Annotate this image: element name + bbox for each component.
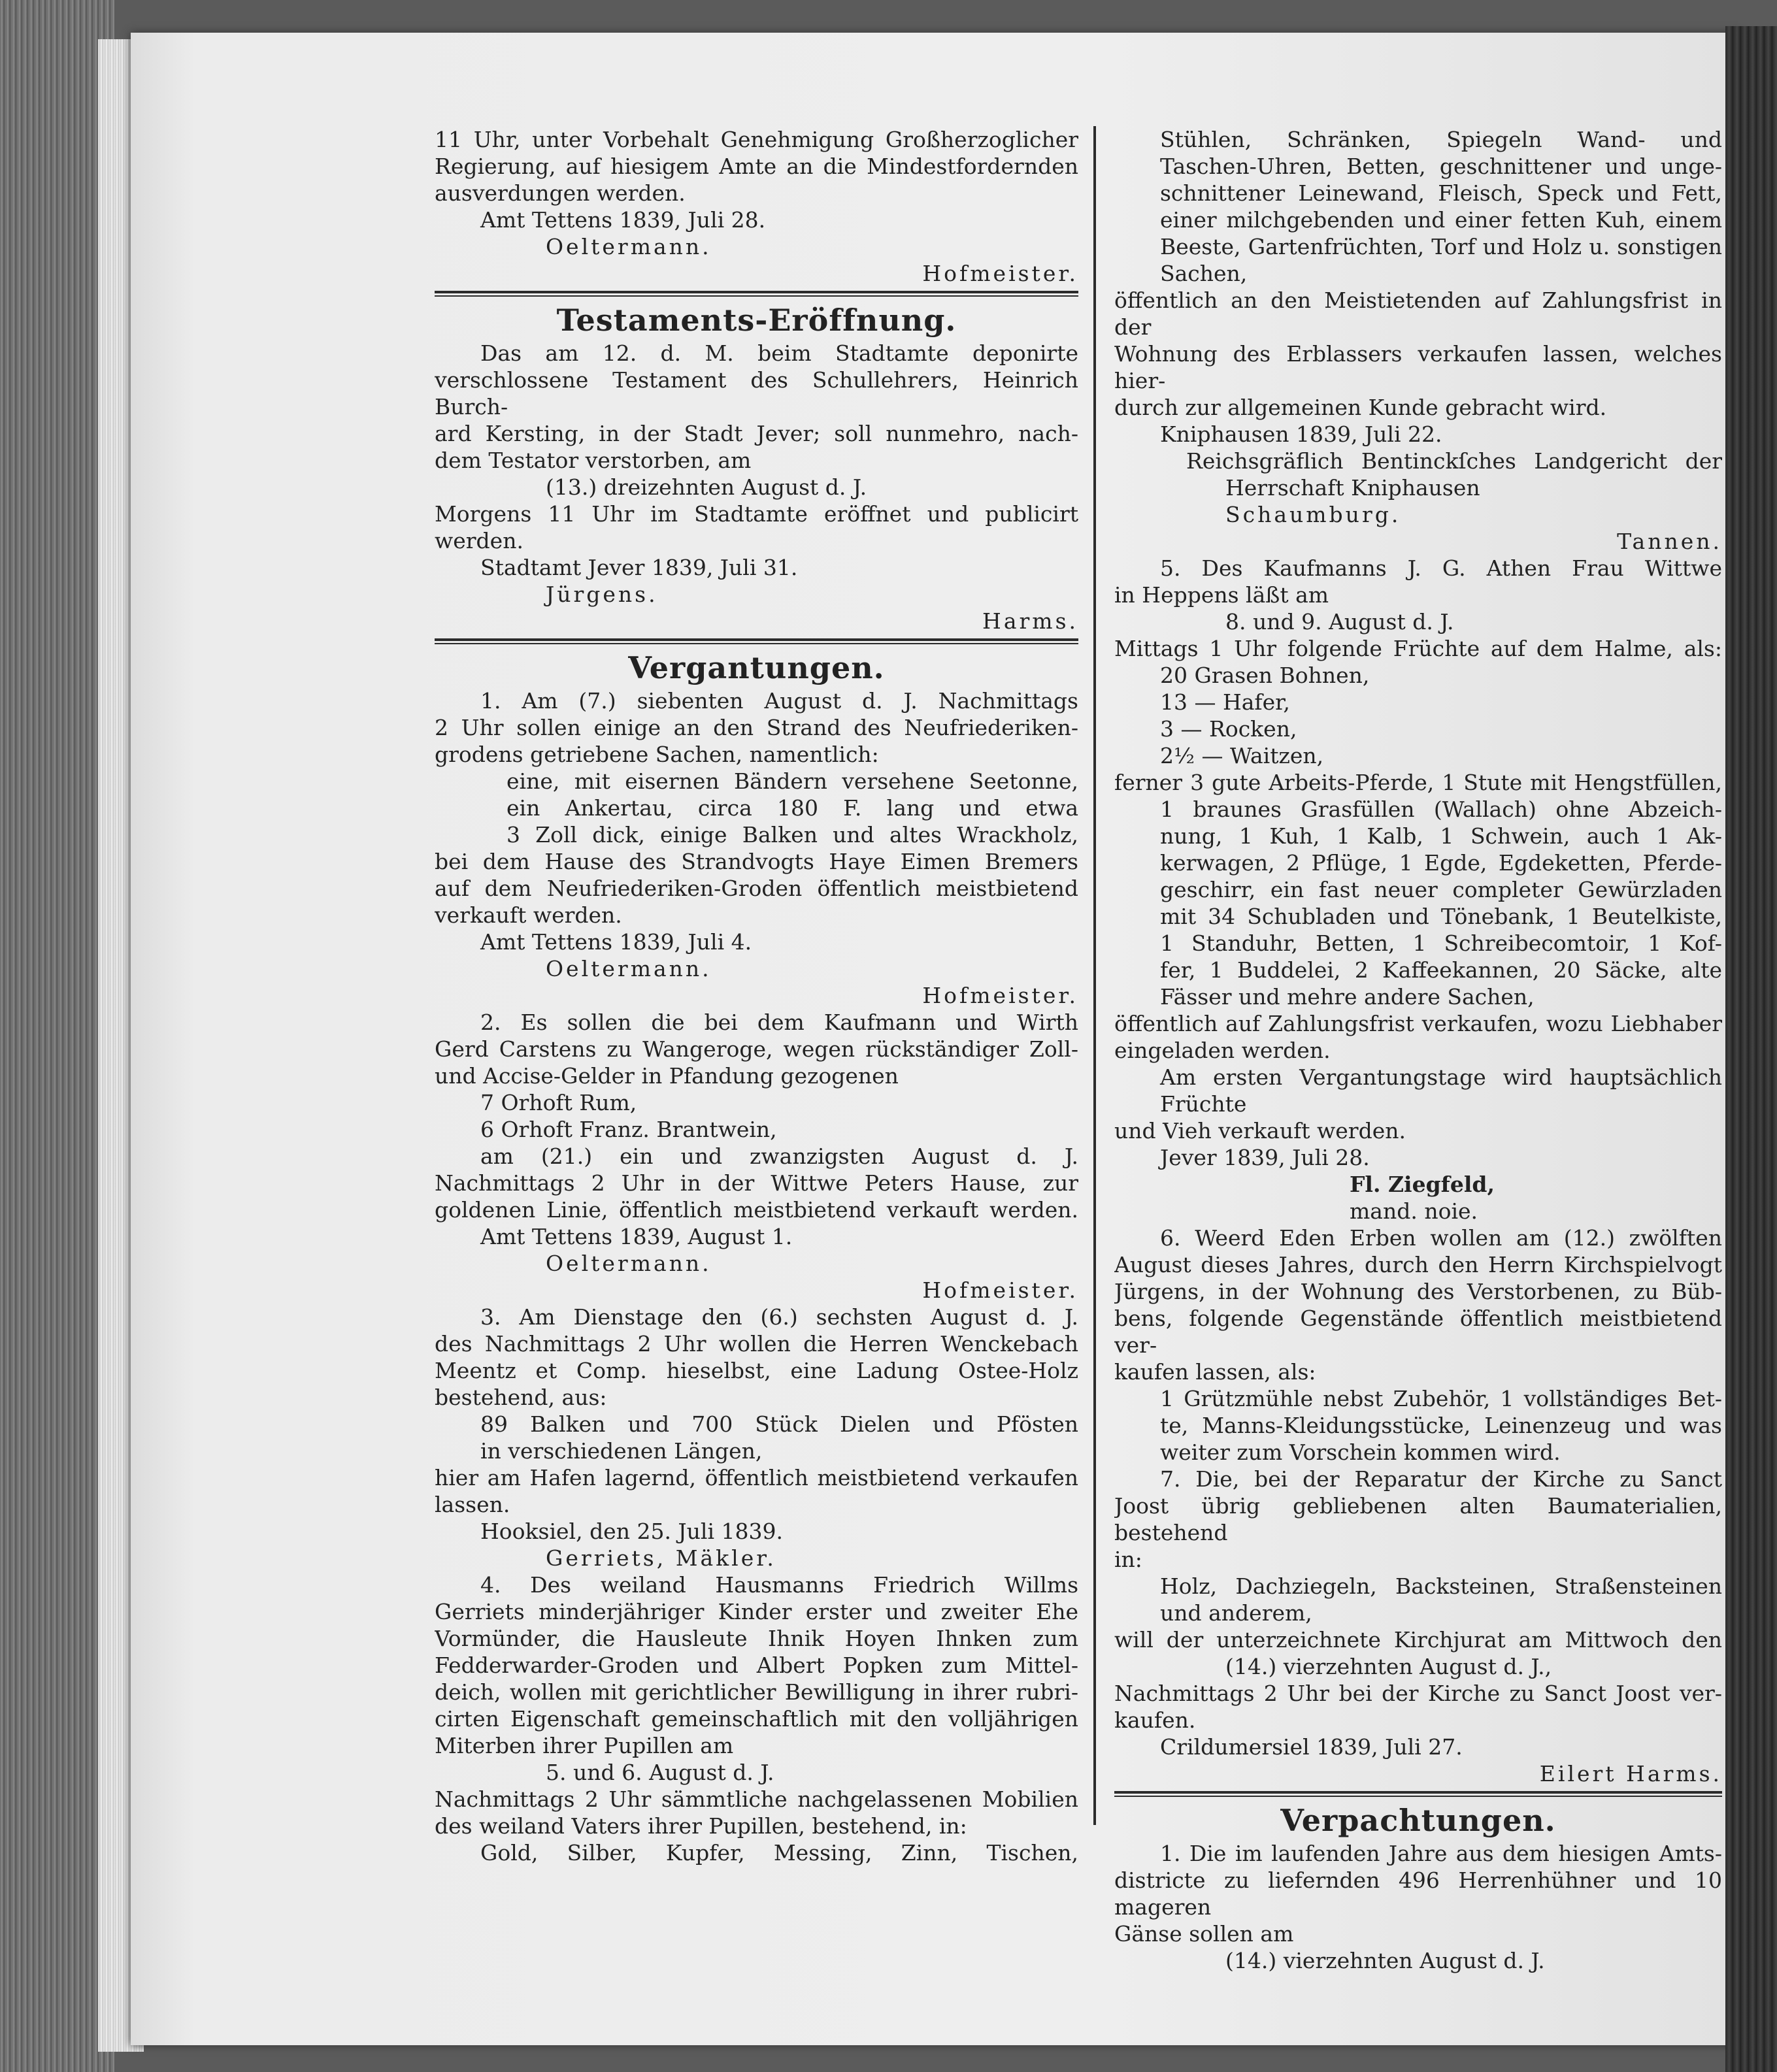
text-line: Am ersten Vergantungstage wird hauptsächlich Früchte	[1160, 1064, 1722, 1117]
text-line: verkauft werden.	[435, 902, 622, 928]
text-line: (13.) dreizehnten August d. J.	[546, 474, 867, 500]
text-line: Amt Tettens 1839, August 1.	[480, 1224, 793, 1249]
text-line: Sachen,	[1160, 261, 1248, 286]
text-line: ard Kersting, in der Stadt Jever; soll nunmehro, nach-	[435, 421, 1078, 446]
text-line: (14.) vierzehnten August d. J.,	[1225, 1654, 1552, 1679]
text-line: deich, wollen mit gerichtlicher Bewilligung in ihrer rubri-	[435, 1679, 1078, 1705]
text-line: Amt Tettens 1839, Juli 4.	[480, 929, 752, 955]
text-line: 7 Orhoft Rum,	[480, 1090, 637, 1115]
text-line: Taschen-Uhren, Betten, geschnittener und unge-	[1160, 154, 1722, 179]
text-line: dem Testator verstorben, am	[435, 448, 752, 473]
text-line: Fässer und mehre andere Sachen,	[1160, 984, 1535, 1010]
text-line: 5. Des Kaufmanns J. G. Athen Frau Wittwe	[1160, 555, 1722, 581]
text-line: Crildumersiel 1839, Juli 27.	[1160, 1734, 1463, 1760]
text-line: Gold, Silber, Kupfer, Messing, Zinn, Tischen,	[480, 1840, 1078, 1866]
text-line: 4. Des weiland Hausmanns Friedrich Willms	[480, 1572, 1078, 1598]
text-line: weiter zum Vorschein kommen wird.	[1160, 1439, 1561, 1465]
text-line: Hooksiel, den 25. Juli 1839.	[480, 1519, 783, 1544]
text-line: lassen.	[435, 1492, 510, 1517]
text-line: und Vieh verkauft werden.	[1114, 1118, 1406, 1143]
text-line: Regierung, auf hiesigem Amte an die Mindestfordernden	[435, 154, 1078, 179]
text-line: nung, 1 Kuh, 1 Kalb, 1 Schwein, auch 1 Ak-	[1160, 823, 1722, 849]
text-line: am (21.) ein und zwanzigsten August d. J.	[480, 1143, 1078, 1169]
text-line: Mittags 1 Uhr folgende Früchte auf dem Halme, als:	[1114, 636, 1722, 661]
text-line: goldenen Linie, öffentlich meistbietend verkauft werden.	[435, 1197, 1078, 1223]
section-heading: Testaments-Eröffnung.	[556, 303, 957, 338]
text-line: in verschiedenen Längen,	[480, 1438, 763, 1464]
text-line: Gerriets minderjähriger Kinder erster und zweiter Ehe	[435, 1599, 1078, 1624]
text-line: Herrschaft Kniphausen	[1225, 475, 1480, 501]
text-line: Das am 12. d. M. beim Stadtamte deponirte	[480, 340, 1078, 366]
text-line: Meentz et Comp. hieselbst, eine Ladung Ostee-Holz	[435, 1358, 1078, 1383]
text-line: Nachmittags 2 Uhr sämmtliche nachgelassenen Mobilien	[435, 1786, 1078, 1812]
text-line: verschlossene Testament des Schullehrers, Heinrich Burch-	[435, 367, 1078, 419]
text-line: 2 Uhr sollen einige an den Strand des Neufriederiken-	[435, 715, 1078, 740]
section-heading: Vergantungen.	[628, 650, 885, 685]
text-line: 1 Standuhr, Betten, 1 Schreibecomtoir, 1 Kof-	[1160, 930, 1722, 956]
text-line: Beeste, Gartenfrüchten, Torf und Holz u. sonstigen	[1160, 234, 1722, 259]
text-line: 89 Balken und 700 Stück Dielen und Pfösten	[480, 1411, 1078, 1437]
text-line: kaufen lassen, als:	[1114, 1359, 1316, 1385]
text-line: te, Manns-Kleidungsstücke, Leinenzeug und was	[1160, 1413, 1722, 1438]
section-heading: Verpachtungen.	[1280, 1803, 1556, 1838]
text-line: öffentlich auf Zahlungsfrist verkaufen, wozu Liebhaber	[1114, 1011, 1722, 1036]
text-line: Oeltermann.	[546, 956, 712, 981]
text-line: bestehend, aus:	[435, 1385, 607, 1410]
text-line: Stadtamt Jever 1839, Juli 31.	[480, 555, 798, 580]
text-line: 3. Am Dienstage den (6.) sechsten August d. J.	[480, 1304, 1078, 1330]
text-line: Harms.	[982, 608, 1078, 634]
text-line: 6. Weerd Eden Erben wollen am (12.) zwölften	[1160, 1225, 1722, 1251]
text-line: ein Ankertau, circa 180 F. lang und etwa	[507, 795, 1078, 821]
text-line: Vormünder, die Hausleute Ihnik Hoyen Ihnken zum	[435, 1626, 1078, 1651]
text-line: schnittener Leinewand, Fleisch, Speck und Fett,	[1160, 180, 1722, 206]
text-line: bei dem Hause des Strandvogts Haye Eimen Bremers	[435, 849, 1078, 874]
text-line: Fl. Ziegfeld,	[1350, 1172, 1495, 1197]
text-line: 6 Orhoft Franz. Brantwein,	[480, 1117, 777, 1142]
text-line: geschirr, ein fast neuer completer Gewürzladen	[1160, 877, 1722, 902]
text-line: werden.	[435, 528, 523, 553]
text-line: Stühlen, Schränken, Spiegeln Wand- und	[1160, 127, 1722, 152]
text-line: 3 — Rocken,	[1160, 716, 1297, 742]
text-line: grodens getriebene Sachen, namentlich:	[435, 742, 879, 767]
text-line: Kniphausen 1839, Juli 22.	[1160, 421, 1442, 447]
text-line: Tannen.	[1617, 529, 1722, 554]
text-line: 8. und 9. August d. J.	[1225, 609, 1454, 634]
text-line: 1 braunes Grasfüllen (Wallach) ohne Abzeich-	[1160, 797, 1722, 822]
text-line: 20 Grasen Bohnen,	[1160, 663, 1370, 688]
text-line: und anderem,	[1160, 1600, 1312, 1626]
text-line: ferner 3 gute Arbeits-Pferde, 1 Stute mit Hengstfüllen,	[1114, 770, 1722, 795]
text-line: Wohnung des Erblassers verkaufen lassen, welches hier-	[1114, 341, 1722, 393]
text-line: Reichsgräflich Bentinckſches Landgericht der	[1186, 448, 1722, 474]
text-line: cirten Eigenschaft gemeinschaftlich mit den volljährigen	[435, 1706, 1078, 1732]
section-rule	[1114, 1791, 1722, 1797]
text-line: mit 34 Schubladen und Tönebank, 1 Beutelkiste,	[1160, 904, 1722, 929]
text-line: Gerriets, Mäkler.	[546, 1545, 776, 1571]
text-line: Hofmeister.	[922, 261, 1078, 286]
text-line: Gänse sollen am	[1114, 1921, 1294, 1947]
text-line: mand. noie.	[1350, 1198, 1478, 1224]
section-rule	[435, 638, 1078, 644]
text-line: fer, 1 Buddelei, 2 Kaffeekannen, 20 Säcke, alte	[1160, 957, 1722, 983]
text-line: Oeltermann.	[546, 234, 712, 259]
text-line: und Accise-Gelder in Pfandung gezogenen	[435, 1063, 899, 1089]
book-edge-right	[1725, 26, 1777, 2072]
left-column	[435, 126, 1078, 1866]
text-line: Amt Tettens 1839, Juli 28.	[480, 207, 766, 233]
text-line: einer milchgebenden und einer fetten Kuh, einem	[1160, 207, 1722, 233]
text-line: 3 Zoll dick, einige Balken und altes Wrackholz,	[507, 822, 1078, 847]
text-line: August dieses Jahres, durch den Herrn Kirchspielvogt	[1114, 1252, 1722, 1277]
text-line: durch zur allgemeinen Kunde gebracht wird.	[1114, 395, 1607, 420]
text-line: 1. Die im laufenden Jahre aus dem hiesigen Amts-	[1160, 1841, 1722, 1866]
text-line: Jürgens.	[546, 582, 658, 607]
text-line: des Nachmittags 2 Uhr wollen die Herren Wenckebach	[435, 1331, 1078, 1357]
text-line: Hofmeister.	[922, 983, 1078, 1008]
text-line: Morgens 11 Uhr im Stadtamte eröffnet und publicirt	[435, 501, 1078, 527]
text-line: Jürgens, in der Wohnung des Verstorbenen, zu Büb-	[1114, 1279, 1722, 1304]
text-line: des weiland Vaters ihrer Pupillen, bestehend, in:	[435, 1813, 967, 1839]
text-line: in:	[1114, 1547, 1142, 1572]
text-line: Gerd Carstens zu Wangeroge, wegen rückständiger Zoll-	[435, 1036, 1078, 1062]
text-line: 1 Grützmühle nebst Zubehör, 1 vollständiges Bet-	[1160, 1386, 1722, 1411]
column-divider	[1093, 126, 1096, 1825]
text-line: kerwagen, 2 Pflüge, 1 Egde, Egdeketten, Pferde-	[1160, 850, 1722, 876]
text-line: in Heppens läßt am	[1114, 582, 1329, 608]
text-line: auf dem Neufriederiken-Groden öffentlich meistbietend	[435, 876, 1078, 901]
text-line: Hofmeister.	[922, 1277, 1078, 1303]
text-line: Nachmittags 2 Uhr bei der Kirche zu Sanct Joost ver-	[1114, 1681, 1722, 1706]
text-line: eine, mit eisernen Bändern versehene Seetonne,	[507, 768, 1078, 794]
text-line: 2. Es sollen die bei dem Kaufmann und Wirth	[480, 1010, 1078, 1035]
text-line: Joost übrig gebliebenen alten Baumaterialien, bestehend	[1114, 1493, 1722, 1545]
text-line: 2½ — Waitzen,	[1160, 743, 1324, 768]
text-line: Holz, Dachziegeln, Backsteinen, Straßensteinen	[1160, 1573, 1722, 1599]
right-column	[1114, 126, 1722, 1974]
text-line: 7. Die, bei der Reparatur der Kirche zu Sanct	[1160, 1466, 1722, 1492]
text-line: (14.) vierzehnten August d. J.	[1225, 1948, 1545, 1973]
text-line: 13 — Hafer,	[1160, 689, 1290, 715]
book-binding	[0, 0, 114, 2072]
text-line: eingeladen werden.	[1114, 1038, 1331, 1063]
text-line: ausverdungen werden.	[435, 180, 686, 206]
text-line: öffentlich an den Meistietenden auf Zahlungsfrist in der	[1114, 288, 1722, 340]
text-line: 5. und 6. August d. J.	[546, 1760, 774, 1785]
text-line: Oeltermann.	[546, 1251, 712, 1276]
text-line: bens, folgende Gegenstände öffentlich meistbietend ver-	[1114, 1306, 1722, 1358]
text-line: will der unterzeichnete Kirchjurat am Mittwoch den	[1114, 1627, 1722, 1653]
text-line: Fedderwarder-Groden und Albert Popken zum Mittel-	[435, 1653, 1078, 1678]
text-line: kaufen.	[1114, 1707, 1196, 1733]
text-line: districte zu liefernden 496 Herrenhühner und 10 mageren	[1114, 1867, 1722, 1920]
text-line: Eilert Harms.	[1539, 1761, 1722, 1786]
text-line: Schaumburg.	[1225, 502, 1401, 527]
text-line: 11 Uhr, unter Vorbehalt Genehmigung Großherzoglicher	[435, 127, 1078, 152]
text-line: Nachmittags 2 Uhr in der Wittwe Peters Hause, zur	[435, 1170, 1078, 1196]
text-line: Jever 1839, Juli 28.	[1160, 1145, 1370, 1170]
text-line: Miterben ihrer Pupillen am	[435, 1733, 734, 1758]
text-line: 1. Am (7.) siebenten August d. J. Nachmittags	[480, 688, 1078, 714]
text-line: hier am Hafen lagernd, öffentlich meistbietend verkaufen	[435, 1465, 1078, 1490]
section-rule	[435, 291, 1078, 297]
